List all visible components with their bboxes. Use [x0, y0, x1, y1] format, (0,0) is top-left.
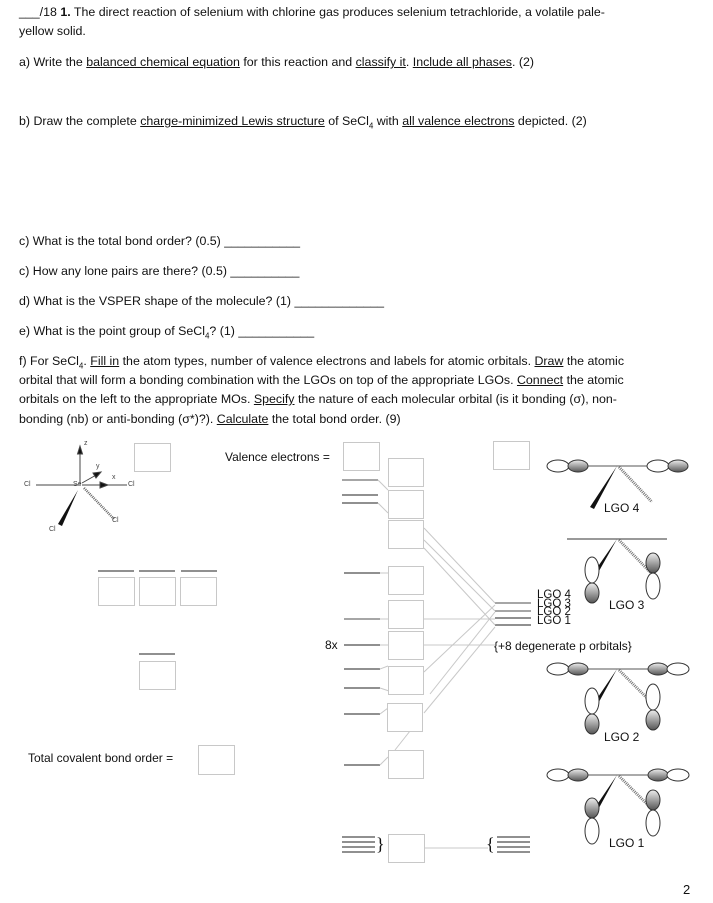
- text: b) Draw the complete: [19, 114, 141, 128]
- text-underlined: charge-minimized Lewis structure: [140, 114, 325, 128]
- x-axis-arrow: [100, 482, 108, 488]
- lgo-level-labels: [537, 591, 571, 625]
- text: the atomic: [563, 354, 625, 368]
- mo-label-box[interactable]: [388, 666, 424, 695]
- text: of SeCl: [324, 114, 369, 128]
- cl-atom-label: Cl: [128, 481, 135, 488]
- lgo-level-label: LGO 3: [537, 597, 571, 610]
- part-c2: c) How any lone pairs are there? (0.5) __________: [19, 264, 300, 278]
- axis-z-label: z: [84, 440, 88, 447]
- p-orbital-label-box[interactable]: [180, 577, 217, 606]
- page-number: 2: [683, 882, 691, 897]
- text: the atom types, number of valence electrons and labels for atomic orbitals.: [119, 354, 535, 368]
- subscript: 4: [78, 361, 84, 371]
- text: for this reaction and: [239, 55, 356, 69]
- mo-label-box[interactable]: [388, 631, 424, 660]
- mo-label-box[interactable]: [388, 600, 424, 629]
- text-underlined: Include all phases: [412, 55, 512, 69]
- text-underlined: classify it: [355, 55, 406, 69]
- text: .: [405, 55, 413, 69]
- mo-label-box[interactable]: [388, 750, 424, 779]
- score-blank: ___/18: [19, 5, 57, 19]
- text-underlined: Fill in: [90, 354, 120, 368]
- mo-label-box[interactable]: [388, 520, 424, 549]
- se-atom-label: Se: [73, 481, 82, 488]
- question-number: 1.: [60, 5, 71, 19]
- text-underlined: all valence electrons: [402, 114, 515, 128]
- part-c1: c) What is the total bond order? (0.5) ___________: [19, 234, 301, 248]
- s-orbital-label-box[interactable]: [139, 661, 176, 690]
- text: orbitals on the left to the appropriate MOs.: [19, 392, 254, 406]
- axis-y-label: y: [96, 463, 100, 470]
- subscript: 4: [368, 121, 374, 131]
- hashed-bond: [84, 488, 114, 519]
- part-d: d) What is the VSPER shape of the molecule? (1) _____________: [19, 294, 385, 308]
- text: . (2): [511, 55, 534, 69]
- cl-atom-label: Cl: [112, 517, 119, 524]
- degenerate-note: {+8 degenerate p orbitals}: [494, 639, 632, 653]
- lgo-level-label: LGO 2: [537, 606, 571, 618]
- valence-electrons-box[interactable]: [343, 442, 380, 471]
- text: depicted. (2): [514, 114, 587, 128]
- brace-left: {: [486, 834, 495, 854]
- lgo1-label: LGO 1: [609, 836, 645, 850]
- lgo4-label: LGO 4: [604, 501, 640, 515]
- text: .: [83, 354, 91, 368]
- question-intro-line2: yellow solid.: [19, 24, 86, 38]
- atom-type-box[interactable]: [134, 443, 171, 472]
- lgo1-drawing: [547, 769, 689, 844]
- text: ? (1) ___________: [209, 324, 315, 338]
- lgo3-drawing: [567, 539, 667, 603]
- text-underlined: Specify: [253, 392, 295, 406]
- text-underlined: Calculate: [216, 412, 269, 426]
- text: bonding (nb) or anti-bonding (σ*)?).: [19, 412, 217, 426]
- lgo3-label: LGO 3: [609, 598, 645, 612]
- text-underlined: Draw: [534, 354, 564, 368]
- text: the total bond order. (9): [268, 412, 401, 426]
- lgo2-drawing: [547, 663, 689, 734]
- lgo-level-label: LGO 4: [537, 589, 571, 601]
- lgo-levels: [495, 603, 531, 625]
- cl-atom-label: Cl: [24, 481, 31, 488]
- lgo2-label: LGO 2: [604, 730, 640, 744]
- axis-x-label: x: [112, 474, 116, 481]
- mo-label-box[interactable]: [388, 458, 424, 487]
- cl-atom-label: Cl: [49, 526, 56, 533]
- total-bond-order-label: Total covalent bond order =: [28, 751, 174, 765]
- text-underlined: balanced chemical equation: [86, 55, 240, 69]
- lgo-level-label: LGO 1: [537, 614, 571, 627]
- ligand-atom-type-box[interactable]: [493, 441, 530, 470]
- mo-label-box[interactable]: [388, 566, 424, 595]
- text: the nature of each molecular orbital (is it bonding (σ), non-: [294, 392, 617, 406]
- multiplier-label: 8x: [325, 638, 338, 652]
- mo-label-box[interactable]: [388, 834, 425, 863]
- p-orbital-label-box[interactable]: [98, 577, 135, 606]
- text: e) What is the point group of SeCl: [19, 324, 205, 338]
- text: the atomic: [563, 373, 624, 387]
- text-underlined: Connect: [516, 373, 564, 387]
- mo-label-box[interactable]: [387, 703, 423, 732]
- wedge-bond: [58, 490, 78, 526]
- mo-label-box[interactable]: [388, 490, 424, 519]
- mo-levels: [342, 480, 530, 852]
- valence-electrons-label: Valence electrons =: [225, 450, 330, 464]
- brace-right: }: [376, 834, 385, 854]
- text: orbital that will form a bonding combination with the LGOs on top of the appropriate LGOs.: [19, 373, 517, 387]
- text: f) For SeCl: [19, 354, 79, 368]
- p-orbital-label-box[interactable]: [139, 577, 176, 606]
- intro-text: The direct reaction of selenium with chlorine gas produces selenium tetrachloride, a volatile pale-: [73, 5, 605, 19]
- total-bond-order-box[interactable]: [198, 745, 235, 775]
- text: with: [373, 114, 403, 128]
- subscript: 4: [204, 331, 210, 341]
- text: a) Write the: [19, 55, 87, 69]
